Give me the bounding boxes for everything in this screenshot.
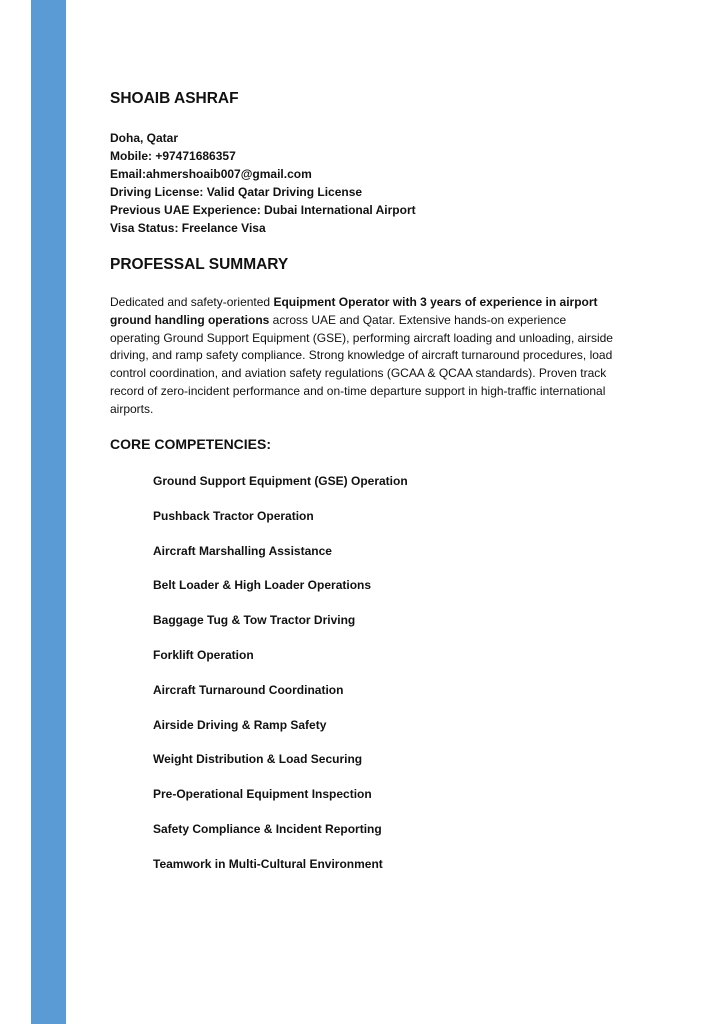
candidate-name: SHOAIB ASHRAF <box>110 90 239 107</box>
competency-item: Airside Driving & Ramp Safety <box>153 717 327 732</box>
driving-license: Driving License: Valid Qatar Driving License <box>110 185 363 199</box>
summary-heading: PROFESSAL SUMMARY <box>110 256 289 273</box>
competency-item: Belt Loader & High Loader Operations <box>153 578 372 593</box>
email: Email:ahmershoaib007@gmail.com <box>110 167 312 181</box>
mobile: Mobile: +97471686357 <box>110 149 236 163</box>
summary-intro: Dedicated and safety-oriented <box>110 295 274 309</box>
competency-item: Pre-Operational Equipment Inspection <box>153 787 372 802</box>
competency-item: Forklift Operation <box>153 647 254 662</box>
decorative-side-bar <box>31 0 66 1024</box>
summary-paragraph <box>110 294 615 419</box>
contact-details <box>110 129 416 237</box>
competencies-list <box>153 473 408 891</box>
competency-item: Safety Compliance & Incident Reporting <box>153 821 382 836</box>
competency-item: Aircraft Turnaround Coordination <box>153 682 344 697</box>
competency-item: Ground Support Equipment (GSE) Operation <box>153 474 408 488</box>
location: Doha, Qatar <box>110 131 179 145</box>
competency-item: Weight Distribution & Load Securing <box>153 752 363 767</box>
competency-item: Teamwork in Multi-Cultural Environment <box>153 856 383 871</box>
competency-item: Pushback Tractor Operation <box>153 508 314 523</box>
competency-item: Baggage Tug & Tow Tractor Driving <box>153 613 356 628</box>
competencies-heading: CORE COMPETENCIES: <box>110 436 272 452</box>
competency-item: Aircraft Marshalling Assistance <box>153 543 332 558</box>
summary-highlight: Equipment Operator with 3 years of experience in airport ground handling operations <box>110 295 598 327</box>
summary-rest: across UAE and Qatar. Extensive hands-on experience operating Ground Support Equipment (GSE), performing aircraft loading and unloading, airside driving, and ramp safety compliance. Strong knowledge of aircraft turnaround procedures, load control coordination, and aviation safety regulations (GCAA & QCAA standards). Proven track record of zero-incident performance and on-time departure support in high-traffic international airports. <box>110 312 613 416</box>
previous-experience: Previous UAE Experience: Dubai International Airport <box>110 203 416 217</box>
visa-status: Visa Status: Freelance Visa <box>110 221 266 235</box>
